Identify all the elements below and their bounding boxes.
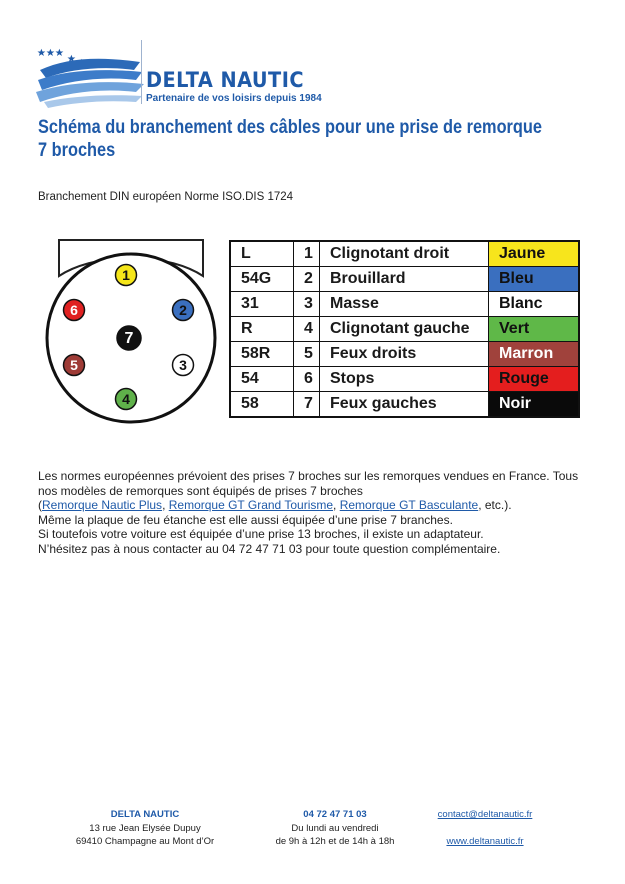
- wire-color-cell: Noir: [489, 392, 580, 418]
- footer-address: [40, 808, 250, 849]
- wire-color-cell: Marron: [489, 342, 580, 367]
- link-remorque-gt-basculante[interactable]: Remorque GT Basculante: [339, 498, 479, 513]
- description-paragraph-1: [38, 469, 598, 513]
- description-paragraph-3: Si toutefois votre voiture est équipée d’une prise 13 broches, il existe un adaptateur.: [38, 527, 484, 542]
- separator-2: ,: [333, 498, 340, 513]
- pin-function-cell: Brouillard: [320, 267, 489, 292]
- pin-number-cell: 1: [294, 241, 320, 267]
- link-remorque-nautic-plus[interactable]: Remorque Nautic Plus: [42, 498, 163, 513]
- footer-phone[interactable]: 04 72 47 71 03: [303, 809, 367, 820]
- footer-email-link[interactable]: contact@deltanautic.fr: [437, 809, 533, 820]
- pinout-row: [230, 392, 579, 418]
- pinout-row: [230, 367, 579, 392]
- footer-city: 69410 Champagne au Mont d’Or: [75, 836, 215, 847]
- separator-1: ,: [162, 498, 169, 513]
- plug-pin-label-7: 7: [124, 330, 134, 347]
- description-text: [38, 469, 598, 557]
- pin-number-cell: 7: [294, 392, 320, 418]
- pin-code-cell: 54: [230, 367, 294, 392]
- pin-function-cell: Feux droits: [320, 342, 489, 367]
- page-title-line-2: 7 broches: [38, 140, 116, 161]
- pinout-table: [229, 240, 580, 418]
- description-paragraph-4: N’hésitez pas à nous contacter au 04 72 47 71 03 pour toute question complémentaire.: [38, 541, 501, 556]
- pin-number-cell: 5: [294, 342, 320, 367]
- plug-pin-label-4: 4: [122, 391, 130, 407]
- wire-color-cell: Bleu: [489, 267, 580, 292]
- pin-code-cell: 58R: [230, 342, 294, 367]
- footer-company: DELTA NAUTIC: [110, 809, 180, 820]
- wire-color-cell: Vert: [489, 317, 580, 342]
- plug-diagram: [38, 236, 218, 426]
- plug-pin-label-2: 2: [179, 302, 187, 318]
- footer-hours-times: de 9h à 12h et de 14h à 18h: [275, 836, 395, 847]
- pinout-row: [230, 317, 579, 342]
- pin-number-cell: 4: [294, 317, 320, 342]
- logo-tagline: Partenaire de vos loisirs depuis 1984: [146, 93, 322, 104]
- pin-function-cell: Stops: [320, 367, 489, 392]
- page-title-line-1: Schéma du branchement des câbles pour une prise de remorque: [38, 117, 542, 138]
- wire-color-cell: Jaune: [489, 241, 580, 267]
- footer-contact: [415, 808, 555, 849]
- footer-street: 13 rue Jean Elysée Dupuy: [89, 822, 201, 834]
- pin-code-cell: 31: [230, 292, 294, 317]
- pin-code-cell: 58: [230, 392, 294, 418]
- wire-color-cell: Rouge: [489, 367, 580, 392]
- pinout-row: [230, 292, 579, 317]
- wire-color-cell: Blanc: [489, 292, 580, 317]
- description-paragraph-2: Même la plaque de feu étanche est elle aussi équipée d’une prise 7 branches.: [38, 512, 453, 527]
- plug-pin-label-1: 1: [122, 267, 130, 283]
- pin-function-cell: Clignotant gauche: [320, 317, 489, 342]
- plug-pin-label-6: 6: [70, 302, 78, 318]
- description-intro: Les normes européennes prévoient des prises 7 broches sur les remorques vendues en France. Tous nos modèles de remorques sont équipés de prises 7 broches: [38, 469, 579, 498]
- pinout-row: [230, 267, 579, 292]
- pin-code-cell: R: [230, 317, 294, 342]
- footer-hours-days: Du lundi au vendredi: [291, 822, 379, 834]
- pin-number-cell: 2: [294, 267, 320, 292]
- footer-website-link[interactable]: www.deltanautic.fr: [446, 836, 524, 847]
- pin-function-cell: Masse: [320, 292, 489, 317]
- paren-close: , etc.).: [478, 498, 512, 513]
- footer-spacer: [415, 822, 555, 836]
- pin-function-cell: Feux gauches: [320, 392, 489, 418]
- pinout-row: [230, 342, 579, 367]
- footer-hours: [240, 808, 430, 849]
- page-title: [38, 116, 554, 162]
- logo-brand-name: DELTA NAUTIC: [146, 68, 304, 92]
- pin-number-cell: 6: [294, 367, 320, 392]
- pin-number-cell: 3: [294, 292, 320, 317]
- plug-pin-label-5: 5: [70, 357, 78, 373]
- logo-boat-icon: [36, 36, 146, 108]
- logo-separator: [141, 40, 142, 104]
- link-remorque-gt-grand-tourisme[interactable]: Remorque GT Grand Tourisme: [168, 498, 334, 513]
- paren-open: (: [38, 498, 42, 513]
- pinout-row: [230, 241, 579, 267]
- pin-code-cell: L: [230, 241, 294, 267]
- plug-pin-label-3: 3: [179, 357, 187, 373]
- pin-code-cell: 54G: [230, 267, 294, 292]
- pin-function-cell: Clignotant droit: [320, 241, 489, 267]
- norm-subtitle: Branchement DIN européen Norme ISO.DIS 1724: [38, 191, 294, 203]
